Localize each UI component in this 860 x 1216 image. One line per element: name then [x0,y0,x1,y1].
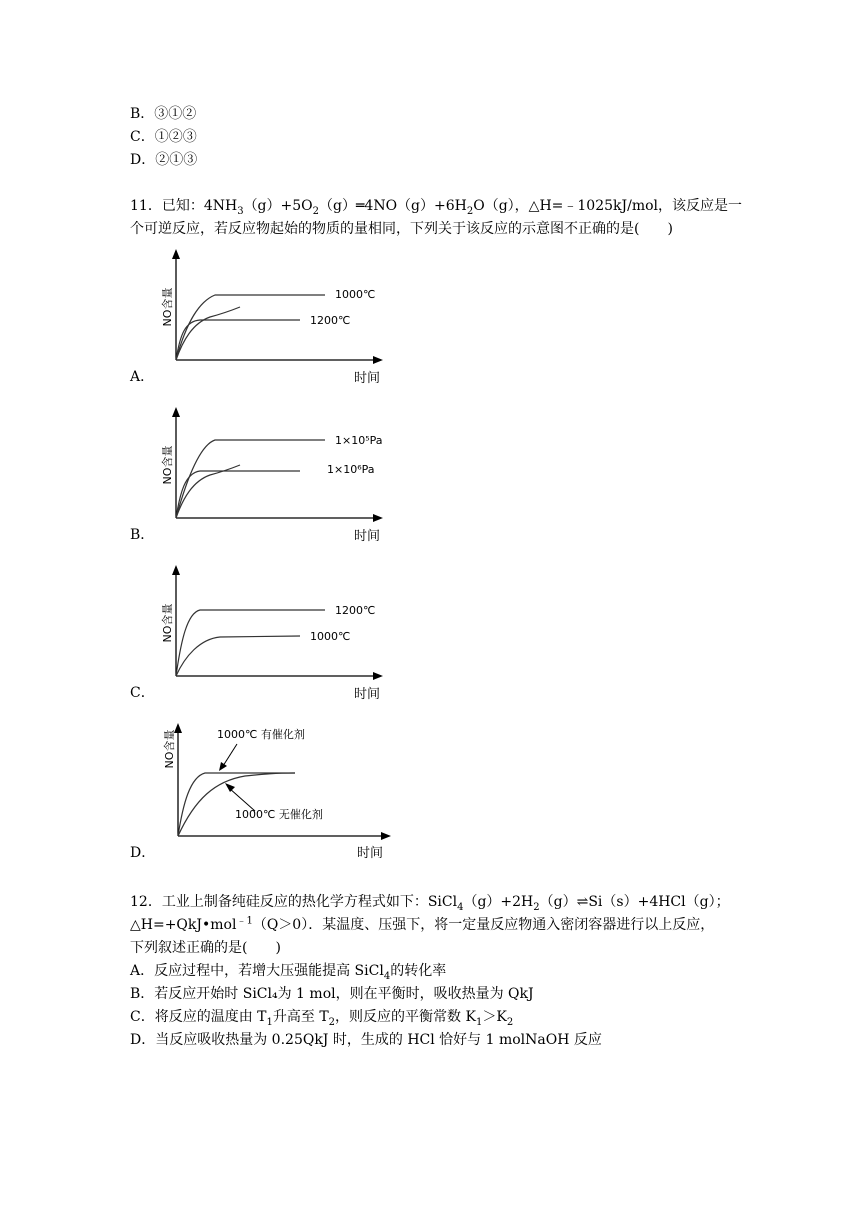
curve-with-catalyst [178,773,295,836]
x-axis-label: 时间 [353,371,381,385]
figure-a-chart [155,245,390,385]
figure-b-letter: B． [130,527,155,543]
series-label-1: 1000℃ 有催化剂 [217,728,305,741]
series-label-2: 1×10⁶Pa [327,463,375,476]
curve-1000 [176,295,325,360]
y-axis-label: NO含量 [161,445,174,485]
figure-d-chart [155,719,400,861]
figure-c [130,561,390,701]
y-axis-label: NO含量 [161,603,174,643]
figure-d-letter: D． [130,845,156,861]
series-label-2: 1000℃ 无催化剂 [235,808,323,821]
prev-option-c: C．①②③ [130,129,197,145]
x-axis-arrow [373,672,383,680]
y-axis-arrow [172,249,180,259]
y-axis-label: NO含量 [163,729,176,769]
curve-no-catalyst [178,773,295,836]
series-label-1: 1000℃ [335,288,376,301]
series-label-1: 1200℃ [335,604,376,617]
x-axis-label: 时间 [353,687,381,701]
q11-stem-line1: 11．已知：$4NH_3(g)+5O_2(g)═4NO(g)+6H_2O(g)$，△H=﹣1025kJ/mol，该反应是一 [130,198,743,217]
y-axis-arrow [172,407,180,417]
prev-option-d: D．②①③ [130,152,198,168]
x-axis-arrow [373,514,383,522]
curve-1e6 [176,471,300,518]
q11-stem-line2: 个可逆反应，若反应物起始的物质的量相同，下列关于该反应的示意图不正确的是( ) [130,221,673,237]
figure-c-chart [155,561,390,701]
prev-option-b: B．③①② [130,106,197,122]
figure-b [130,403,390,543]
y-axis-arrow [172,565,180,575]
q12-option-d: D．当反应吸收热量为 0.25QkJ 时，生成的 HCl 恰好与 1 molNaOH 反应 [130,1032,602,1048]
curve-1200 [176,610,325,676]
q12-stem-line1: 12．工业上制备纯硅反应的热化学方程式如下：$SiCl_4(g)+2H_2(g)\rightleftharpoons Si(s)+4HCl(g)$； [130,894,730,913]
figure-b-chart [155,403,390,543]
q12-option-b: B．若反应开始时 SiCl₄为 1 mol，则在平衡时，吸收热量为 QkJ [130,986,534,1002]
series-label-1: 1×10⁵Pa [335,434,383,447]
q12-stem-line3: 下列叙述正确的是( ) [130,940,281,956]
q12-option-a: A．反应过程中，若增大压强能提高 SiCl$_4$的转化率 [130,963,447,982]
x-axis-label: 时间 [356,846,384,861]
figure-a-letter: A． [130,369,155,385]
series-label-2: 1000℃ [310,630,351,643]
arrow-with-catalyst [223,744,237,766]
curve-1e5 [176,440,325,518]
curve-1000 [176,636,300,676]
x-axis-arrow [381,832,391,840]
q12-option-c: C．将反应的温度由 $T_1$升高至 $T_2$，则反应的平衡常数 $K_1>K_2$ [130,1009,514,1028]
figure-a [130,245,390,385]
q12-stem-line2: △H=+QkJ•mol$^{﹣1}$（Q＞0）．某温度、压强下，将一定量反应物通入密闭容器进行以上反应， [130,915,715,933]
figure-c-letter: C． [130,685,155,701]
figure-d [130,719,400,861]
curve-1200 [176,320,300,360]
y-axis-label: NO含量 [161,287,174,327]
series-label-2: 1200℃ [310,314,351,327]
x-axis-label: 时间 [353,529,381,543]
x-axis-arrow [373,356,383,364]
